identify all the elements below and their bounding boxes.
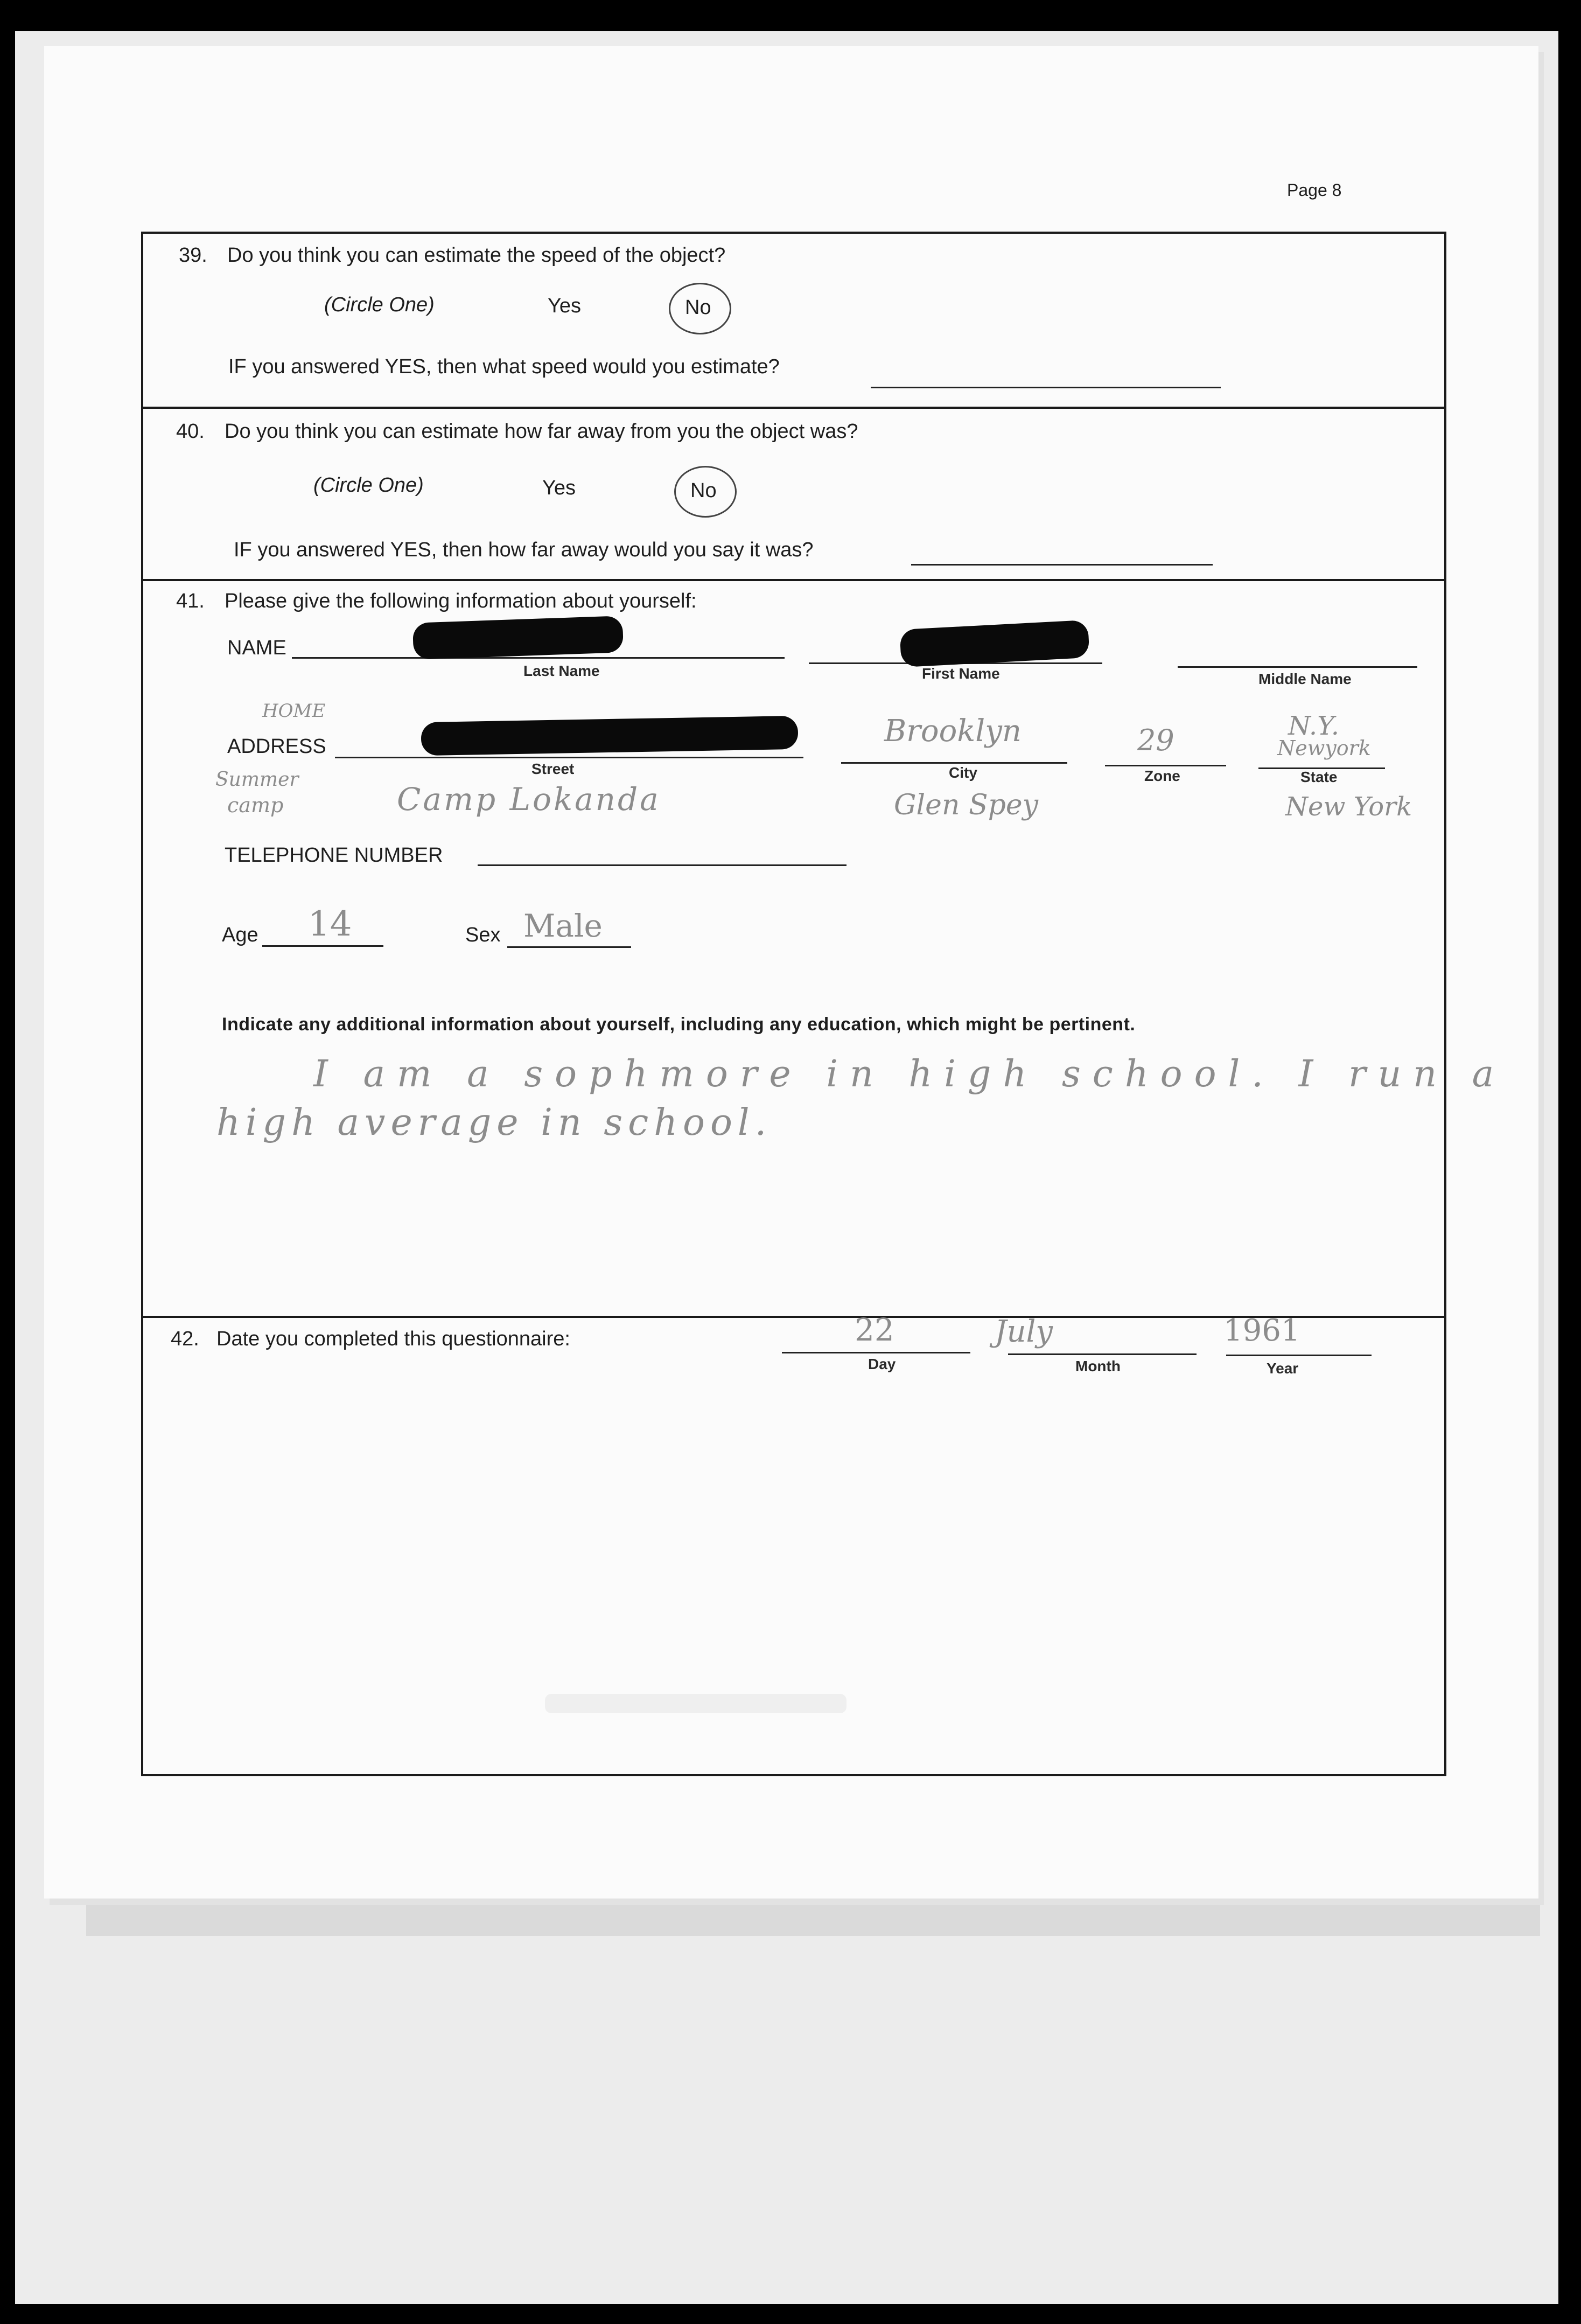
telephone-label: TELEPHONE NUMBER <box>225 844 443 867</box>
zone-caption: Zone <box>1144 767 1180 784</box>
q42-number: 42. <box>171 1328 199 1350</box>
day-line[interactable] <box>782 1352 970 1353</box>
age-label: Age <box>222 924 258 946</box>
city-line[interactable] <box>841 762 1067 764</box>
summer-note: Summer <box>215 769 299 791</box>
city-value: Brooklyn <box>884 714 1022 749</box>
q39-number: 39. <box>179 244 207 267</box>
year-caption: Year <box>1267 1360 1299 1377</box>
q40-number: 40. <box>176 420 205 443</box>
zone-value: 29 <box>1137 723 1174 757</box>
q39-followup: IF you answered YES, then what speed would you estimate? <box>228 355 780 378</box>
zone-line[interactable] <box>1105 765 1226 766</box>
bleed-through-mark <box>545 1694 847 1713</box>
divider-39-40 <box>141 407 1444 409</box>
last-name-caption: Last Name <box>523 662 600 679</box>
camp-city-value: Glen Spey <box>894 789 1039 821</box>
age-value: 14 <box>308 904 352 944</box>
street-caption: Street <box>531 760 575 777</box>
sex-value: Male <box>523 908 603 944</box>
camp-note: camp <box>227 793 284 817</box>
q40-yes-option[interactable]: Yes <box>542 477 576 499</box>
q39-circle-one: (Circle One) <box>324 294 435 316</box>
year-value: 1961 <box>1223 1313 1300 1348</box>
page-number: Page 8 <box>1287 180 1342 200</box>
address-label: ADDRESS <box>227 735 326 758</box>
q40-question: Do you think you can estimate how far away from you the object was? <box>225 420 858 443</box>
day-caption: Day <box>868 1356 896 1372</box>
q40-circle-one: (Circle One) <box>313 474 424 497</box>
first-name-caption: First Name <box>922 665 1000 682</box>
telephone-line[interactable] <box>478 864 847 866</box>
redaction-last-name <box>412 616 624 660</box>
q40-followup: IF you answered YES, then how far away would you say it was? <box>234 539 814 561</box>
q41-number: 41. <box>176 590 205 612</box>
day-value: 22 <box>855 1311 894 1348</box>
q41-intro: Please give the following information about yourself: <box>225 590 697 612</box>
q42-question: Date you completed this questionnaire: <box>216 1328 570 1350</box>
q39-yes-option[interactable]: Yes <box>548 295 581 317</box>
street-line[interactable] <box>335 757 803 758</box>
q39-question: Do you think you can estimate the speed of the object? <box>227 244 726 267</box>
home-note: HOME <box>262 700 326 722</box>
q40-no-option[interactable]: No <box>690 479 717 502</box>
city-caption: City <box>949 764 977 781</box>
camp-state-value: New York <box>1285 792 1412 822</box>
state-value: N.Y. <box>1288 711 1339 741</box>
q39-no-option[interactable]: No <box>685 296 711 319</box>
questionnaire-page <box>44 46 1538 1899</box>
month-value: July <box>995 1314 1053 1349</box>
sex-line[interactable] <box>507 946 631 948</box>
state-caption: State <box>1300 769 1338 785</box>
month-caption: Month <box>1075 1358 1121 1374</box>
additional-info-line2: high average in school. <box>216 1101 772 1144</box>
redaction-street <box>421 716 799 756</box>
last-name-line[interactable] <box>292 657 785 659</box>
camp-name-value: Camp Lokanda <box>397 781 661 818</box>
year-line[interactable] <box>1226 1355 1372 1356</box>
state-value-2: Newyork <box>1277 736 1371 760</box>
age-line[interactable] <box>262 945 383 947</box>
middle-name-line[interactable] <box>1178 666 1417 668</box>
month-line[interactable] <box>1008 1353 1197 1355</box>
divider-40-41 <box>141 579 1444 581</box>
q39-speed-line[interactable] <box>871 387 1221 388</box>
sex-label: Sex <box>465 924 501 946</box>
form-box <box>141 232 1446 1776</box>
additional-info-label: Indicate any additional information about yourself, including any education, which might be pertinent. <box>222 1014 1136 1035</box>
name-label: NAME <box>227 637 286 659</box>
middle-name-caption: Middle Name <box>1258 671 1352 687</box>
additional-info-line1: I am a sophmore in high school. I run a <box>313 1053 1506 1095</box>
q40-distance-line[interactable] <box>911 564 1213 566</box>
